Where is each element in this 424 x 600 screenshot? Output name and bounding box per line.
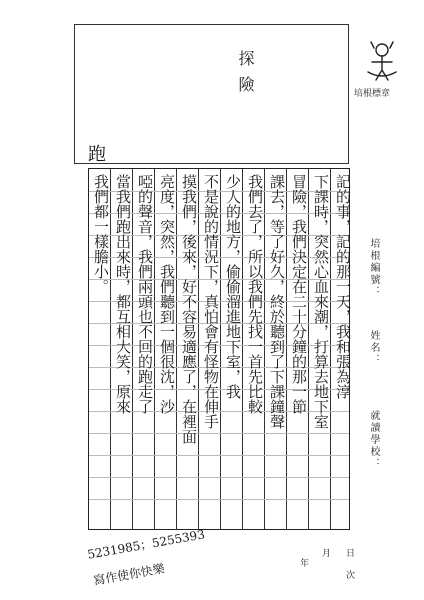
column-9: 亮度，突然，我們聽到一個很沈，沙	[158, 174, 176, 414]
column-6: 少人的地方，偷偷溜進地下室，我	[224, 174, 242, 399]
phone-number: 5231985；5255393	[86, 527, 206, 562]
name-label: 姓名：	[368, 330, 379, 366]
stamp-logo	[362, 40, 402, 82]
column-11: 當我們跑出來時，都互相大笑，原來	[114, 174, 132, 414]
column-2: 下課時，突然心血來潮，打算去地下室	[312, 174, 330, 429]
column-8: 摸我們，後來，好不容易適應了，在裡面	[180, 174, 198, 444]
stamp-label: 培根標章	[354, 89, 391, 99]
column-4: 課去，等了好久，終於聽到了下課鐘聲	[268, 174, 286, 429]
school-label: 就讀學校：	[368, 410, 379, 470]
date-day-label: 日	[346, 549, 356, 559]
column-12: 我們都一樣膽小。	[92, 174, 110, 294]
date-count-label: 次	[346, 571, 356, 581]
code-label: 培根編號：	[368, 238, 379, 298]
date-month-label: 月	[322, 549, 332, 559]
composition-title: 探險	[236, 50, 255, 102]
column-3: 冒險，我們決定在二十分鐘的那一節	[290, 174, 308, 414]
column-10: 啞的聲音，我們兩頭也不回的跑走了	[136, 174, 154, 414]
column-5: 我們去了，所以我們先找一首先比較	[246, 174, 264, 414]
title-box	[74, 24, 349, 164]
column-7: 不是說的情況下，真怕會有怪物在伸手	[202, 174, 220, 429]
column-1: 記的事，記的那一天，我和張為淳	[334, 174, 352, 399]
author-mark: 跑	[88, 144, 106, 165]
date-year-label: 年	[300, 559, 310, 569]
slogan: 寫作使你快樂	[92, 561, 166, 588]
